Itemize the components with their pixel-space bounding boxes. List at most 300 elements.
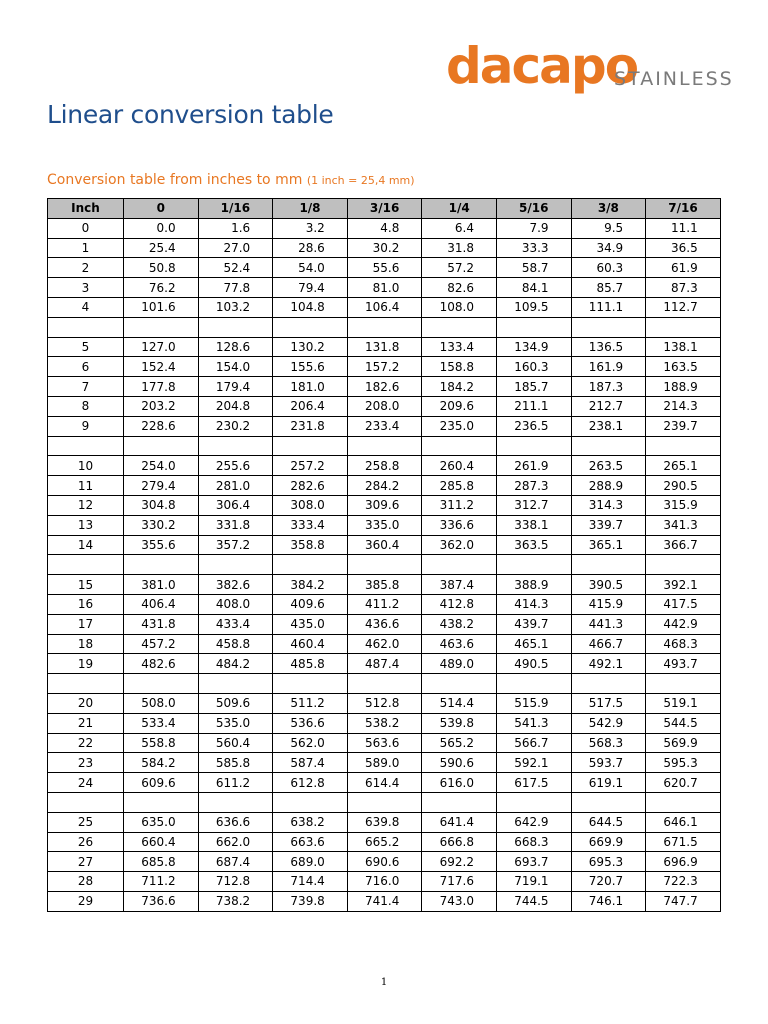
- mm-cell: 365.1: [571, 535, 646, 555]
- mm-cell: 690.6: [347, 852, 422, 872]
- mm-cell: 25.4: [124, 238, 199, 258]
- inch-cell: 23: [48, 753, 124, 773]
- mm-cell: [571, 555, 646, 575]
- mm-cell: 714.4: [273, 872, 348, 892]
- column-header-fraction: 1/8: [273, 199, 348, 219]
- mm-cell: 34.9: [571, 238, 646, 258]
- mm-cell: 460.4: [273, 634, 348, 654]
- mm-cell: 517.5: [571, 693, 646, 713]
- mm-cell: 417.5: [646, 594, 721, 614]
- table-row: [48, 238, 721, 258]
- mm-cell: 355.6: [124, 535, 199, 555]
- mm-cell: 312.7: [496, 495, 571, 515]
- inch-cell: [48, 792, 124, 812]
- inch-cell: 24: [48, 773, 124, 793]
- inch-cell: 4: [48, 297, 124, 317]
- table-row: [48, 634, 721, 654]
- mm-cell: 519.1: [646, 693, 721, 713]
- mm-cell: 711.2: [124, 872, 199, 892]
- mm-cell: 747.7: [646, 891, 721, 911]
- mm-cell: 490.5: [496, 654, 571, 674]
- mm-cell: 184.2: [422, 377, 497, 397]
- mm-cell: [496, 317, 571, 337]
- column-header-fraction: 0: [124, 199, 199, 219]
- mm-cell: 152.4: [124, 357, 199, 377]
- dacapo-stainless-logo: [446, 38, 736, 100]
- mm-cell: 161.9: [571, 357, 646, 377]
- mm-cell: 258.8: [347, 456, 422, 476]
- mm-cell: [347, 555, 422, 575]
- mm-cell: 693.7: [496, 852, 571, 872]
- mm-cell: 515.9: [496, 693, 571, 713]
- mm-cell: 315.9: [646, 495, 721, 515]
- mm-cell: 109.5: [496, 297, 571, 317]
- mm-cell: 27.0: [198, 238, 273, 258]
- mm-cell: 366.7: [646, 535, 721, 555]
- mm-cell: 509.6: [198, 693, 273, 713]
- mm-cell: 665.2: [347, 832, 422, 852]
- mm-cell: 569.9: [646, 733, 721, 753]
- mm-cell: 458.8: [198, 634, 273, 654]
- table-body: [48, 218, 721, 911]
- mm-cell: 3.2: [273, 218, 348, 238]
- mm-cell: 230.2: [198, 416, 273, 436]
- table-row: [48, 891, 721, 911]
- mm-cell: 133.4: [422, 337, 497, 357]
- mm-cell: 61.9: [646, 258, 721, 278]
- mm-cell: 308.0: [273, 495, 348, 515]
- mm-cell: 238.1: [571, 416, 646, 436]
- mm-cell: 563.6: [347, 733, 422, 753]
- mm-cell: 392.1: [646, 575, 721, 595]
- table-row: [48, 515, 721, 535]
- mm-cell: 617.5: [496, 773, 571, 793]
- mm-cell: [198, 555, 273, 575]
- mm-cell: 4.8: [347, 218, 422, 238]
- mm-cell: 442.9: [646, 614, 721, 634]
- mm-cell: [124, 317, 199, 337]
- table-row: [48, 377, 721, 397]
- mm-cell: 111.1: [571, 297, 646, 317]
- logo-tagline: STAINLESS: [614, 68, 734, 90]
- mm-cell: 565.2: [422, 733, 497, 753]
- mm-cell: 662.0: [198, 832, 273, 852]
- mm-cell: 108.0: [422, 297, 497, 317]
- table-row: [48, 693, 721, 713]
- mm-cell: 587.4: [273, 753, 348, 773]
- table-caption-note: (1 inch = 25,4 mm): [306, 174, 415, 187]
- mm-cell: 541.3: [496, 713, 571, 733]
- table-row: [48, 297, 721, 317]
- mm-cell: 689.0: [273, 852, 348, 872]
- mm-cell: 287.3: [496, 476, 571, 496]
- mm-cell: 60.3: [571, 258, 646, 278]
- mm-cell: 412.8: [422, 594, 497, 614]
- mm-cell: 533.4: [124, 713, 199, 733]
- table-row: [48, 773, 721, 793]
- inch-cell: 16: [48, 594, 124, 614]
- mm-cell: 160.3: [496, 357, 571, 377]
- mm-cell: 239.7: [646, 416, 721, 436]
- mm-cell: [273, 436, 348, 456]
- mm-cell: 233.4: [347, 416, 422, 436]
- mm-cell: 431.8: [124, 614, 199, 634]
- mm-cell: 333.4: [273, 515, 348, 535]
- conversion-table: [47, 198, 721, 912]
- mm-cell: 584.2: [124, 753, 199, 773]
- mm-cell: 592.1: [496, 753, 571, 773]
- mm-cell: 468.3: [646, 634, 721, 654]
- mm-cell: 154.0: [198, 357, 273, 377]
- mm-cell: 487.4: [347, 654, 422, 674]
- mm-cell: 214.3: [646, 396, 721, 416]
- mm-cell: 9.5: [571, 218, 646, 238]
- mm-cell: 482.6: [124, 654, 199, 674]
- mm-cell: 616.0: [422, 773, 497, 793]
- mm-cell: 609.6: [124, 773, 199, 793]
- mm-cell: 716.0: [347, 872, 422, 892]
- table-row: [48, 594, 721, 614]
- inch-cell: 21: [48, 713, 124, 733]
- mm-cell: [198, 436, 273, 456]
- mm-cell: 231.8: [273, 416, 348, 436]
- mm-cell: 31.8: [422, 238, 497, 258]
- mm-cell: 635.0: [124, 812, 199, 832]
- mm-cell: 33.3: [496, 238, 571, 258]
- mm-cell: 462.0: [347, 634, 422, 654]
- table-row: [48, 812, 721, 832]
- mm-cell: 311.2: [422, 495, 497, 515]
- mm-cell: 208.0: [347, 396, 422, 416]
- mm-cell: [422, 674, 497, 694]
- mm-cell: 719.1: [496, 872, 571, 892]
- mm-cell: [646, 317, 721, 337]
- table-row: [48, 614, 721, 634]
- mm-cell: 290.5: [646, 476, 721, 496]
- mm-cell: 309.6: [347, 495, 422, 515]
- inch-cell: [48, 317, 124, 337]
- mm-cell: 331.8: [198, 515, 273, 535]
- mm-cell: 254.0: [124, 456, 199, 476]
- mm-cell: 76.2: [124, 278, 199, 298]
- table-row: [48, 872, 721, 892]
- table-spacer-row: [48, 555, 721, 575]
- table-row: [48, 258, 721, 278]
- table-row: [48, 535, 721, 555]
- mm-cell: 52.4: [198, 258, 273, 278]
- mm-cell: 409.6: [273, 594, 348, 614]
- inch-cell: 8: [48, 396, 124, 416]
- mm-cell: 260.4: [422, 456, 497, 476]
- table-row: [48, 476, 721, 496]
- table-caption: [47, 170, 415, 191]
- column-header-fraction: 1/4: [422, 199, 497, 219]
- mm-cell: 338.1: [496, 515, 571, 535]
- mm-cell: 568.3: [571, 733, 646, 753]
- mm-cell: 536.6: [273, 713, 348, 733]
- inch-cell: 1: [48, 238, 124, 258]
- mm-cell: 0.0: [124, 218, 199, 238]
- mm-cell: 30.2: [347, 238, 422, 258]
- mm-cell: 103.2: [198, 297, 273, 317]
- mm-cell: 636.6: [198, 812, 273, 832]
- mm-cell: 85.7: [571, 278, 646, 298]
- mm-cell: 720.7: [571, 872, 646, 892]
- inch-cell: [48, 436, 124, 456]
- mm-cell: 130.2: [273, 337, 348, 357]
- mm-cell: 106.4: [347, 297, 422, 317]
- inch-cell: 5: [48, 337, 124, 357]
- mm-cell: 663.6: [273, 832, 348, 852]
- table-caption-text: Conversion table from inches to mm: [47, 172, 307, 188]
- table-spacer-row: [48, 436, 721, 456]
- mm-cell: 181.0: [273, 377, 348, 397]
- mm-cell: 539.8: [422, 713, 497, 733]
- mm-cell: 668.3: [496, 832, 571, 852]
- mm-cell: 185.7: [496, 377, 571, 397]
- mm-cell: 281.0: [198, 476, 273, 496]
- mm-cell: 669.9: [571, 832, 646, 852]
- table-spacer-row: [48, 674, 721, 694]
- mm-cell: 384.2: [273, 575, 348, 595]
- page-title: Linear conversion table: [47, 100, 334, 129]
- mm-cell: 717.6: [422, 872, 497, 892]
- mm-cell: 77.8: [198, 278, 273, 298]
- mm-cell: [124, 555, 199, 575]
- mm-cell: 155.6: [273, 357, 348, 377]
- mm-cell: 79.4: [273, 278, 348, 298]
- mm-cell: 1.6: [198, 218, 273, 238]
- mm-cell: [273, 674, 348, 694]
- mm-cell: 739.8: [273, 891, 348, 911]
- mm-cell: [571, 317, 646, 337]
- mm-cell: 127.0: [124, 337, 199, 357]
- mm-cell: 388.9: [496, 575, 571, 595]
- mm-cell: 743.0: [422, 891, 497, 911]
- mm-cell: 204.8: [198, 396, 273, 416]
- inch-cell: 12: [48, 495, 124, 515]
- mm-cell: [273, 555, 348, 575]
- mm-cell: 211.1: [496, 396, 571, 416]
- mm-cell: 457.2: [124, 634, 199, 654]
- inch-cell: 0: [48, 218, 124, 238]
- mm-cell: 508.0: [124, 693, 199, 713]
- mm-cell: [571, 674, 646, 694]
- mm-cell: 182.6: [347, 377, 422, 397]
- mm-cell: 279.4: [124, 476, 199, 496]
- mm-cell: [422, 555, 497, 575]
- mm-cell: 484.2: [198, 654, 273, 674]
- mm-cell: 134.9: [496, 337, 571, 357]
- mm-cell: 638.2: [273, 812, 348, 832]
- mm-cell: [646, 792, 721, 812]
- mm-cell: 514.4: [422, 693, 497, 713]
- inch-cell: 11: [48, 476, 124, 496]
- mm-cell: [273, 792, 348, 812]
- mm-cell: [571, 436, 646, 456]
- mm-cell: 738.2: [198, 891, 273, 911]
- mm-cell: 382.6: [198, 575, 273, 595]
- mm-cell: 414.3: [496, 594, 571, 614]
- mm-cell: 255.6: [198, 456, 273, 476]
- mm-cell: 357.2: [198, 535, 273, 555]
- mm-cell: 6.4: [422, 218, 497, 238]
- mm-cell: 285.8: [422, 476, 497, 496]
- mm-cell: 235.0: [422, 416, 497, 436]
- table-row: [48, 278, 721, 298]
- inch-cell: 9: [48, 416, 124, 436]
- table-header-row: [48, 199, 721, 219]
- inch-cell: 28: [48, 872, 124, 892]
- column-header-inch: Inch: [48, 199, 124, 219]
- table-row: [48, 218, 721, 238]
- mm-cell: 746.1: [571, 891, 646, 911]
- mm-cell: 566.7: [496, 733, 571, 753]
- mm-cell: 104.8: [273, 297, 348, 317]
- mm-cell: [496, 436, 571, 456]
- table-row: [48, 456, 721, 476]
- mm-cell: 387.4: [422, 575, 497, 595]
- inch-cell: 22: [48, 733, 124, 753]
- mm-cell: 722.3: [646, 872, 721, 892]
- table-spacer-row: [48, 317, 721, 337]
- table-row: [48, 733, 721, 753]
- mm-cell: 542.9: [571, 713, 646, 733]
- mm-cell: 263.5: [571, 456, 646, 476]
- mm-cell: 687.4: [198, 852, 273, 872]
- mm-cell: 415.9: [571, 594, 646, 614]
- mm-cell: 163.5: [646, 357, 721, 377]
- mm-cell: 187.3: [571, 377, 646, 397]
- mm-cell: 642.9: [496, 812, 571, 832]
- mm-cell: 612.8: [273, 773, 348, 793]
- mm-cell: [496, 674, 571, 694]
- mm-cell: 363.5: [496, 535, 571, 555]
- mm-cell: 128.6: [198, 337, 273, 357]
- mm-cell: 360.4: [347, 535, 422, 555]
- inch-cell: 29: [48, 891, 124, 911]
- mm-cell: [646, 555, 721, 575]
- inch-cell: 19: [48, 654, 124, 674]
- mm-cell: 590.6: [422, 753, 497, 773]
- mm-cell: [646, 436, 721, 456]
- mm-cell: [646, 674, 721, 694]
- mm-cell: 212.7: [571, 396, 646, 416]
- mm-cell: 489.0: [422, 654, 497, 674]
- mm-cell: 7.9: [496, 218, 571, 238]
- mm-cell: 558.8: [124, 733, 199, 753]
- mm-cell: [273, 317, 348, 337]
- mm-cell: 157.2: [347, 357, 422, 377]
- mm-cell: 82.6: [422, 278, 497, 298]
- mm-cell: 206.4: [273, 396, 348, 416]
- mm-cell: 411.2: [347, 594, 422, 614]
- mm-cell: 381.0: [124, 575, 199, 595]
- mm-cell: 712.8: [198, 872, 273, 892]
- inch-cell: 25: [48, 812, 124, 832]
- mm-cell: 336.6: [422, 515, 497, 535]
- mm-cell: 58.7: [496, 258, 571, 278]
- mm-cell: [124, 792, 199, 812]
- mm-cell: 314.3: [571, 495, 646, 515]
- mm-cell: 341.3: [646, 515, 721, 535]
- mm-cell: 11.1: [646, 218, 721, 238]
- mm-cell: 466.7: [571, 634, 646, 654]
- mm-cell: 158.8: [422, 357, 497, 377]
- mm-cell: 438.2: [422, 614, 497, 634]
- inch-cell: 10: [48, 456, 124, 476]
- table-row: [48, 396, 721, 416]
- mm-cell: 538.2: [347, 713, 422, 733]
- mm-cell: [124, 674, 199, 694]
- inch-cell: 15: [48, 575, 124, 595]
- mm-cell: 660.4: [124, 832, 199, 852]
- table-row: [48, 357, 721, 377]
- mm-cell: 87.3: [646, 278, 721, 298]
- mm-cell: 188.9: [646, 377, 721, 397]
- mm-cell: 136.5: [571, 337, 646, 357]
- mm-cell: [124, 436, 199, 456]
- mm-cell: 465.1: [496, 634, 571, 654]
- mm-cell: [496, 555, 571, 575]
- mm-cell: [571, 792, 646, 812]
- mm-cell: [198, 674, 273, 694]
- mm-cell: 646.1: [646, 812, 721, 832]
- mm-cell: 435.0: [273, 614, 348, 634]
- mm-cell: 84.1: [496, 278, 571, 298]
- mm-cell: 406.4: [124, 594, 199, 614]
- mm-cell: 362.0: [422, 535, 497, 555]
- mm-cell: 593.7: [571, 753, 646, 773]
- mm-cell: 560.4: [198, 733, 273, 753]
- table-row: [48, 495, 721, 515]
- mm-cell: 330.2: [124, 515, 199, 535]
- table-row: [48, 852, 721, 872]
- mm-cell: 585.8: [198, 753, 273, 773]
- mm-cell: 741.4: [347, 891, 422, 911]
- mm-cell: 492.1: [571, 654, 646, 674]
- mm-cell: 335.0: [347, 515, 422, 535]
- mm-cell: 138.1: [646, 337, 721, 357]
- mm-cell: 589.0: [347, 753, 422, 773]
- mm-cell: 390.5: [571, 575, 646, 595]
- column-header-fraction: 7/16: [646, 199, 721, 219]
- mm-cell: 644.5: [571, 812, 646, 832]
- column-header-fraction: 3/16: [347, 199, 422, 219]
- inch-cell: 6: [48, 357, 124, 377]
- mm-cell: 614.4: [347, 773, 422, 793]
- inch-cell: 2: [48, 258, 124, 278]
- mm-cell: 50.8: [124, 258, 199, 278]
- mm-cell: 685.8: [124, 852, 199, 872]
- column-header-fraction: 5/16: [496, 199, 571, 219]
- mm-cell: 408.0: [198, 594, 273, 614]
- mm-cell: 55.6: [347, 258, 422, 278]
- mm-cell: [422, 792, 497, 812]
- mm-cell: 562.0: [273, 733, 348, 753]
- mm-cell: 611.2: [198, 773, 273, 793]
- mm-cell: 236.5: [496, 416, 571, 436]
- mm-cell: 695.3: [571, 852, 646, 872]
- inch-cell: 26: [48, 832, 124, 852]
- mm-cell: [347, 317, 422, 337]
- mm-cell: 282.6: [273, 476, 348, 496]
- mm-cell: [422, 436, 497, 456]
- mm-cell: [198, 792, 273, 812]
- mm-cell: 28.6: [273, 238, 348, 258]
- mm-cell: 439.7: [496, 614, 571, 634]
- mm-cell: 306.4: [198, 495, 273, 515]
